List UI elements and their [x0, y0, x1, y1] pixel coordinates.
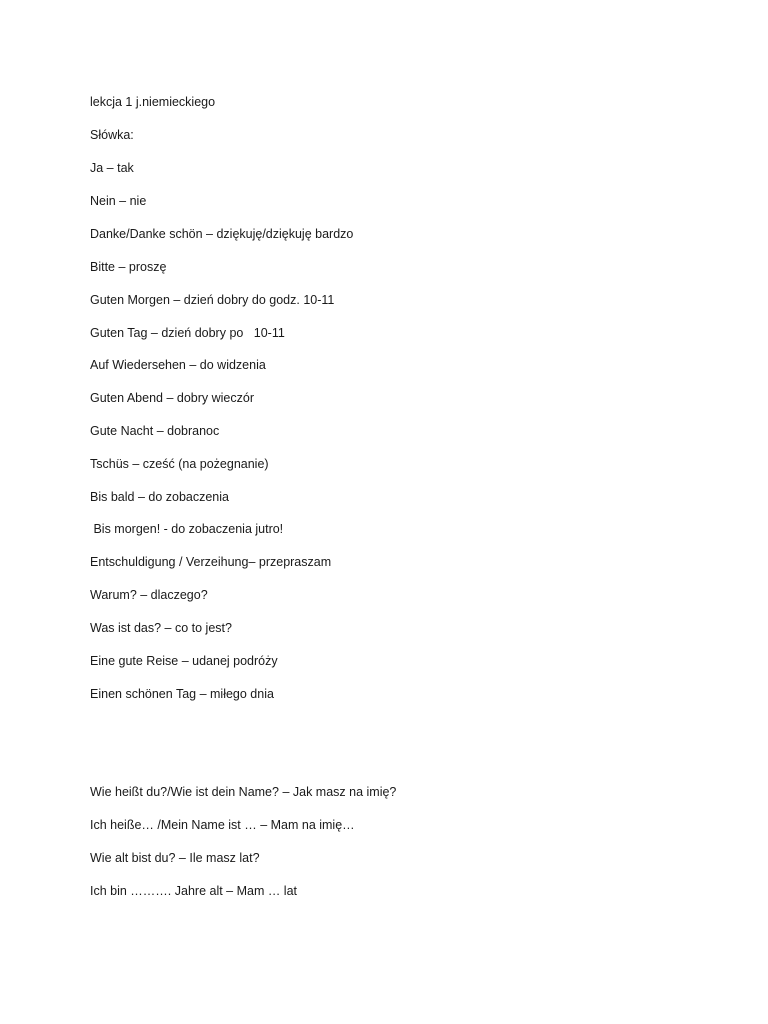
vocab-line: Bis morgen! - do zobaczenia jutro!	[90, 522, 284, 536]
vocab-line: Guten Tag – dzień dobry po 10-11	[90, 326, 285, 340]
vocab-line: Danke/Danke schön – dziękuję/dziękuję bardzo	[90, 227, 354, 241]
vocab-heading: Słówka:	[90, 128, 134, 142]
phrase-line: Ich heiße… /Mein Name ist … – Mam na imię…	[90, 818, 355, 832]
vocab-line: Bitte – proszę	[90, 260, 167, 274]
vocab-line: Warum? – dlaczego?	[90, 588, 208, 602]
vocab-line: Gute Nacht – dobranoc	[90, 424, 220, 438]
vocab-line: Nein – nie	[90, 194, 147, 208]
phrase-line: Wie alt bist du? – Ile masz lat?	[90, 851, 260, 865]
phrase-line: Wie heißt du?/Wie ist dein Name? – Jak masz na imię?	[90, 785, 397, 799]
vocab-line: Was ist das? – co to jest?	[90, 621, 232, 635]
vocab-line: Bis bald – do zobaczenia	[90, 490, 229, 504]
vocab-line: Auf Wiedersehen – do widzenia	[90, 358, 266, 372]
vocab-line: Entschuldigung / Verzeihung– przepraszam	[90, 555, 332, 569]
vocab-line: Eine gute Reise – udanej podróży	[90, 654, 278, 668]
vocab-line: Ja – tak	[90, 161, 134, 175]
phrase-line: Ich bin ………. Jahre alt – Mam … lat	[90, 884, 298, 898]
vocab-line: Guten Morgen – dzień dobry do godz. 10-11	[90, 293, 335, 307]
vocab-line: Tschüs – cześć (na pożegnanie)	[90, 457, 269, 471]
vocab-line: Einen schönen Tag – miłego dnia	[90, 687, 274, 701]
document-title: lekcja 1 j.niemieckiego	[90, 95, 216, 109]
vocab-line: Guten Abend – dobry wieczór	[90, 391, 254, 405]
